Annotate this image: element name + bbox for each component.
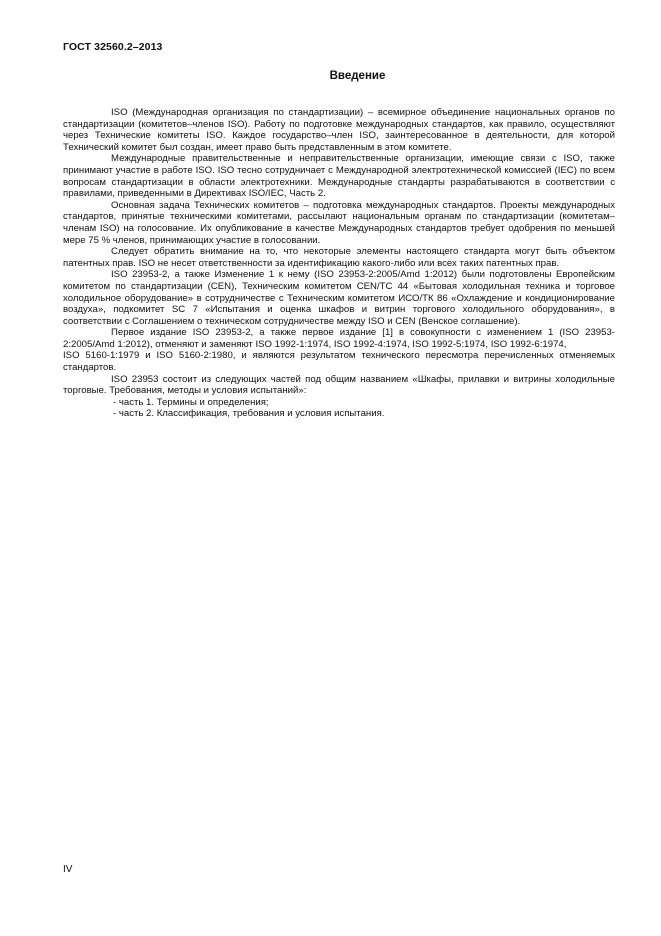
document-header: ГОСТ 32560.2–2013 <box>63 41 163 53</box>
paragraph-4: Следует обратить внимание на то, что некоторые элементы настоящего стандарта могут быть объектом патентных прав. ISO не несет ответственности за идентификацию какого-либо или всех таких патентных прав. <box>63 246 615 269</box>
paragraph-3: Основная задача Технических комитетов – подготовка международных стандартов. Проекты международных стандартов, принятые техническими комитетами, рассылают национальным органам по стандартизации (комитетам–членам ISO) на голосование. Их опубликование в качестве Международных стандартов требует одобрения по меньшей мере 75 % членов, принимающих участие в голосовании. <box>63 199 615 246</box>
paragraph-6: Первое издание ISO 23953-2, а также первое издание [1] в совокупности с изменением 1 (ISO 23953-2:2005/Amd 1:2012), отменяют и заменяют ISO 1992-1:1974, ISO 1992-4:1974, ISO 1992-5:1974, ISO 1992-6:1974, <box>63 327 615 350</box>
paragraph-5: ISO 23953-2, а также Изменение 1 к нему (ISO 23953-2:2005/Amd 1:2012) были подготовлены Европейским комитетом по стандартизации (CEN), Техническим комитетом CEN/TC 44 «Бытовая холодильная техника и торговое холодильное оборудование» в сотрудничестве с Техническим комитетом ИСО/ТК 86 «Охлаждение и кондиционирование воздуха», подкомитет SC 7 «Испытания и оценка шкафов и витрин торгового холодильного оборудования», в соответствии с Соглашением о техническом сотрудничестве между ISO и CEN (Венское соглашение). <box>63 269 615 327</box>
list-item-part-1: - часть 1. Термины и определения; <box>113 396 269 408</box>
paragraph-7: ISO 23953 состоит из следующих частей под общим названием «Шкафы, прилавки и витрины холодильные торговые. Требования, методы и условия испытаний»: <box>63 373 615 397</box>
section-title: Введение <box>329 70 386 82</box>
document-body <box>63 107 615 420</box>
paragraph-1: ISO (Международная организация по стандартизации) – всемирное объединение национальных органов по стандартизации (комитетов–членов ISO). Работу по подготовке международных стандартов, как правило, осуществляют через Технические комитеты ISO. Каждое государство–член ISO, заинтересованное в деятельности, для которой Технический комитет был создан, имеет право быть представленным в этом комитете. <box>63 107 615 153</box>
list-item-part-2: - часть 2. Классификация, требования и условия испытания. <box>113 408 385 420</box>
paragraph-2: Международные правительственные и неправительственные организации, имеющие связи с ISO, также принимают участие в работе ISO. ISO тесно сотрудничает с Международной электротехнической комиссией (IEC) по всем вопросам стандартизации в области электротехники. Международные стандарты разрабатываются в соответствии с правилами, приведенными в Директивах ISO/IEC, Часть 2. <box>63 153 615 200</box>
paragraph-6-continuation: ISO 5160-1:1979 и ISO 5160-2:1980, и являются результатом технического пересмотра перечисленных отменяемых стандартов. <box>63 350 615 374</box>
page-number: IV <box>63 864 73 875</box>
